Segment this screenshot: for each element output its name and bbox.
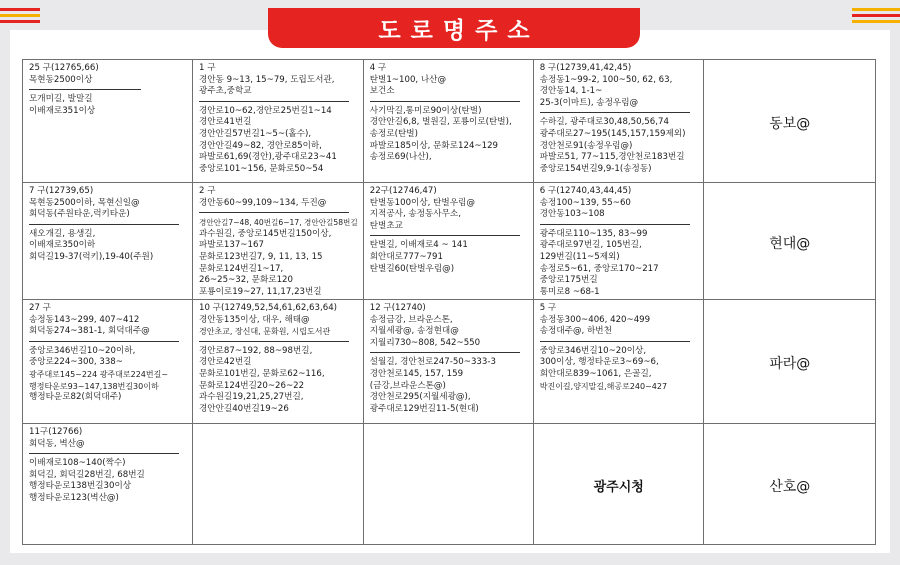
road-line: 회덕길19-37(럭키),19-40(주원) xyxy=(29,251,154,262)
district-cell xyxy=(363,183,533,300)
district-line: 8 구(12739,41,42,45) xyxy=(539,63,632,73)
road-line: 문화로124번길1~17, xyxy=(199,263,284,274)
district-line: 탄벌초교 xyxy=(369,220,403,231)
road-line: 중앙로346번길10~20이상, xyxy=(539,345,647,356)
district-line: 회덕동, 벽산@ xyxy=(29,438,85,449)
road-line: 박진이길,양지말길,해공로240~427 xyxy=(539,381,668,391)
road-line: 송정로(탄벌) xyxy=(369,128,418,139)
dong-cell xyxy=(703,300,875,424)
district-cell xyxy=(193,60,364,183)
road-line: 행정타운로82(회덕대주) xyxy=(29,392,122,403)
road-line: 파발로137~167 xyxy=(199,240,264,251)
title-banner xyxy=(268,8,640,48)
road-line: 사기막길,통미로90이상(탄벌) xyxy=(369,105,482,116)
table-row xyxy=(23,183,876,300)
district-line: 경안초교, 장신대, 문화원, 시립도서관 xyxy=(199,327,331,337)
district-line: 목현동2500이상 xyxy=(29,74,93,85)
district-line: 광주초,중학교 xyxy=(199,86,252,97)
dong-name: 동보@ xyxy=(769,115,811,132)
district-line: 22구(12746,47) xyxy=(369,186,437,196)
road-line: 행정타운로123(벽산@) xyxy=(29,492,119,503)
district-line: 12 구(12740) xyxy=(369,303,426,313)
road-line: 경안로42번길 xyxy=(199,357,252,368)
divider xyxy=(199,101,349,102)
district-line: 목현동2500이하, 목현신일@ xyxy=(29,197,140,208)
district-line: 11구(12766) xyxy=(29,427,83,437)
divider xyxy=(29,224,179,225)
road-line: 300이상, 행정타운로3~69~6, xyxy=(539,357,659,368)
road-line: 광주대로129번길11-5(현대) xyxy=(369,403,479,414)
road-line: 통미로8 ~68-1 xyxy=(539,286,600,297)
district-line: 7 구(12739,65) xyxy=(29,186,94,196)
dong-cell xyxy=(703,183,875,300)
road-line: 포룡이로19~27, 11,17,23번길 xyxy=(199,286,322,297)
district-cell xyxy=(533,183,703,300)
district-line: 10 구(12749,52,54,61,62,63,64) xyxy=(199,303,338,313)
road-line: 설월길, 경안천로247-50~333-3 xyxy=(369,357,496,368)
district-line: 경안동135이상, 대우, 해태@ xyxy=(199,314,310,325)
district-line: 27 구 xyxy=(29,303,51,313)
road-line: 과수원길, 중앙로145번길150이상, xyxy=(199,228,332,239)
road-line: 새오개길, 용생길, xyxy=(29,228,96,239)
road-line: 행정타운로93~147,138번길30이하 xyxy=(29,381,159,391)
dong-name: 현대@ xyxy=(769,235,811,252)
right-stripe-gold-bottom xyxy=(852,20,900,23)
empty-cell xyxy=(193,424,364,545)
divider xyxy=(199,212,349,213)
divider xyxy=(540,224,690,225)
right-stripe-gold-top xyxy=(852,8,900,11)
table-row xyxy=(23,60,876,183)
divider xyxy=(540,341,690,342)
road-line: 경안안길40번길19~26 xyxy=(199,403,289,414)
district-line: 4 구 xyxy=(369,63,387,73)
district-line: 1 구 xyxy=(199,63,216,73)
district-line: 5 구 xyxy=(539,303,557,313)
divider xyxy=(199,341,349,342)
divider xyxy=(29,453,179,454)
table-row xyxy=(23,424,876,545)
road-line: 중앙로101~156, 문화로50~54 xyxy=(199,163,324,174)
dong-cell xyxy=(703,424,875,545)
address-table xyxy=(22,59,876,545)
district-line: 보건소 xyxy=(369,86,395,97)
district-cell xyxy=(533,300,703,424)
district-line: 2 구 xyxy=(199,186,216,196)
road-line: 송정로5~61, 중앙로170~217 xyxy=(539,263,659,274)
divider xyxy=(370,101,520,102)
district-line: 지월리730~808, 542~550 xyxy=(369,337,481,348)
dong-name: 파라@ xyxy=(769,356,811,372)
district-cell xyxy=(363,300,533,424)
road-line: 경안로41번길 xyxy=(199,117,252,128)
road-line: 광주대로27~195(145,157,159제외) xyxy=(539,128,686,139)
district-line: 송정동1~99-2, 100~50, 62, 63, xyxy=(539,74,673,85)
road-line: 광주대로145~224 광주대로224번길~ xyxy=(29,369,169,379)
road-line: 모개미길, 발말길 xyxy=(29,94,93,105)
road-line: 회안대로839~1061, 은골길, xyxy=(539,368,652,379)
road-line: (금강,브라운스톤@) xyxy=(369,380,446,391)
road-line: 과수원길19,21,25,27번길, xyxy=(199,392,304,403)
district-line: 탄벌1~100, 나산@ xyxy=(369,74,447,85)
district-line: 경안동14, 1-1~ xyxy=(539,86,603,97)
district-line: 송정대주@, 하번천 xyxy=(539,326,612,337)
road-line: 경안천로145, 157, 159 xyxy=(369,368,464,379)
district-line: 지월세광@, 송정현대@ xyxy=(369,326,459,337)
district-cell xyxy=(23,183,193,300)
road-line: 파발로185이상, 문화로124~129 xyxy=(369,140,499,151)
road-line: 경안안길7~48, 40번길6~17, 경안안길58번길 xyxy=(199,218,358,228)
road-line: 파발로51, 77~115,경안천로183번길 xyxy=(539,152,685,163)
divider xyxy=(370,235,520,236)
district-cell xyxy=(533,60,703,183)
district-line: 송정금강, 브라운스톤, xyxy=(369,314,453,325)
district-cell xyxy=(363,60,533,183)
divider xyxy=(540,112,690,113)
district-cell xyxy=(23,424,193,545)
district-line: 25-3(이마트), 송정우림@ xyxy=(539,97,639,108)
road-line: 이배재로350이하 xyxy=(29,240,96,251)
district-line: 송정100~139, 55~60 xyxy=(539,197,631,208)
road-line: 광주대로110~135, 83~99 xyxy=(539,228,648,239)
road-line: 회안대로777~791 xyxy=(369,251,443,262)
district-line: 경안동60~99,109~134, 두진@ xyxy=(199,197,327,208)
road-line: 이배재로351이상 xyxy=(29,105,96,116)
road-line: 중앙로224~300, 338~ xyxy=(29,357,123,368)
road-line: 문화로123번길7, 9, 11, 13, 15 xyxy=(199,251,323,262)
road-line: 경안로87~192, 88~98번길, xyxy=(199,345,313,356)
left-stripe-gold xyxy=(0,14,40,17)
district-cell xyxy=(23,60,193,183)
district-cell xyxy=(193,183,364,300)
road-line: 송정로69(나산), xyxy=(369,152,432,163)
district-line: 송정동143~299, 407~412 xyxy=(29,314,140,325)
road-line: 129번길(11~5제외) xyxy=(539,251,620,262)
dong-name: 산호@ xyxy=(769,478,811,495)
district-cell xyxy=(23,300,193,424)
table-row xyxy=(23,300,876,424)
district-cell xyxy=(193,300,364,424)
district-line: 송정동300~406, 420~499 xyxy=(539,314,651,325)
district-line: 경안동 9~13, 15~79, 도립도서관, xyxy=(199,74,335,85)
road-line: 경안로10~62,경안로25번길1~14 xyxy=(199,105,332,116)
road-line: 이배재로108~140(짝수) xyxy=(29,458,126,469)
empty-cell xyxy=(363,424,533,545)
road-line: 경안천로91(송정우림@) xyxy=(539,140,633,151)
road-line: 수하길, 광주대로30,48,50,56,74 xyxy=(539,117,669,128)
road-line: 문화로124번길20~26~22 xyxy=(199,380,305,391)
road-line: 중앙로175번길 xyxy=(539,275,598,286)
left-stripe-red-bottom xyxy=(0,20,40,23)
page-title: 도로명주소 xyxy=(378,17,540,44)
road-line: 탄벌길60(탄벌우림@) xyxy=(369,263,455,274)
left-stripe-red-top xyxy=(0,8,40,11)
road-line: 행정타운로138번길30이상 xyxy=(29,481,132,492)
district-line: 회덕동(주원타운,럭키타운) xyxy=(29,209,130,220)
road-line: 회덕길, 회덕길28번길, 68번길 xyxy=(29,469,145,480)
divider xyxy=(29,89,141,90)
road-line: 경안안길57번길1~5~(홀수), xyxy=(199,128,312,139)
road-line: 광주대로97번길, 105번길, xyxy=(539,240,642,251)
divider xyxy=(370,352,520,353)
divider xyxy=(29,341,179,342)
district-line: 탄벌동100이상, 탄벌우림@ xyxy=(369,197,475,208)
road-line: 중앙로346번길10~20이하, xyxy=(29,345,136,356)
right-stripe-red xyxy=(852,14,900,17)
road-line: 탄벌길, 이배재로4 ~ 141 xyxy=(369,240,468,251)
road-line: 중앙로154번길9,9-1(송정동) xyxy=(539,163,652,174)
road-line: 문화로101번길, 문화로62~116, xyxy=(199,368,325,379)
road-line: 26~25~32, 문화로120 xyxy=(199,275,293,286)
district-line: 지적공사, 송정동사무소, xyxy=(369,209,461,220)
road-line: 파발로61,69(경안),광주대로23~41 xyxy=(199,152,337,163)
district-line: 회덕동274~381-1, 회덕대주@ xyxy=(29,326,150,337)
road-line: 경안안길6,8, 벌원길, 포룡이로(탄벌), xyxy=(369,117,512,128)
road-line: 경안천로295(지월세광@), xyxy=(369,392,471,403)
district-line: 경안동103~108 xyxy=(539,209,605,220)
city-hall-label: 광주시청 xyxy=(593,480,644,495)
road-line: 경안안길49~82, 경안로85이하, xyxy=(199,140,322,151)
city-hall-cell xyxy=(533,424,703,545)
district-line: 6 구(12740,43,44,45) xyxy=(539,186,632,196)
dong-cell xyxy=(703,60,875,183)
district-line: 25 구(12765,66) xyxy=(29,63,99,73)
